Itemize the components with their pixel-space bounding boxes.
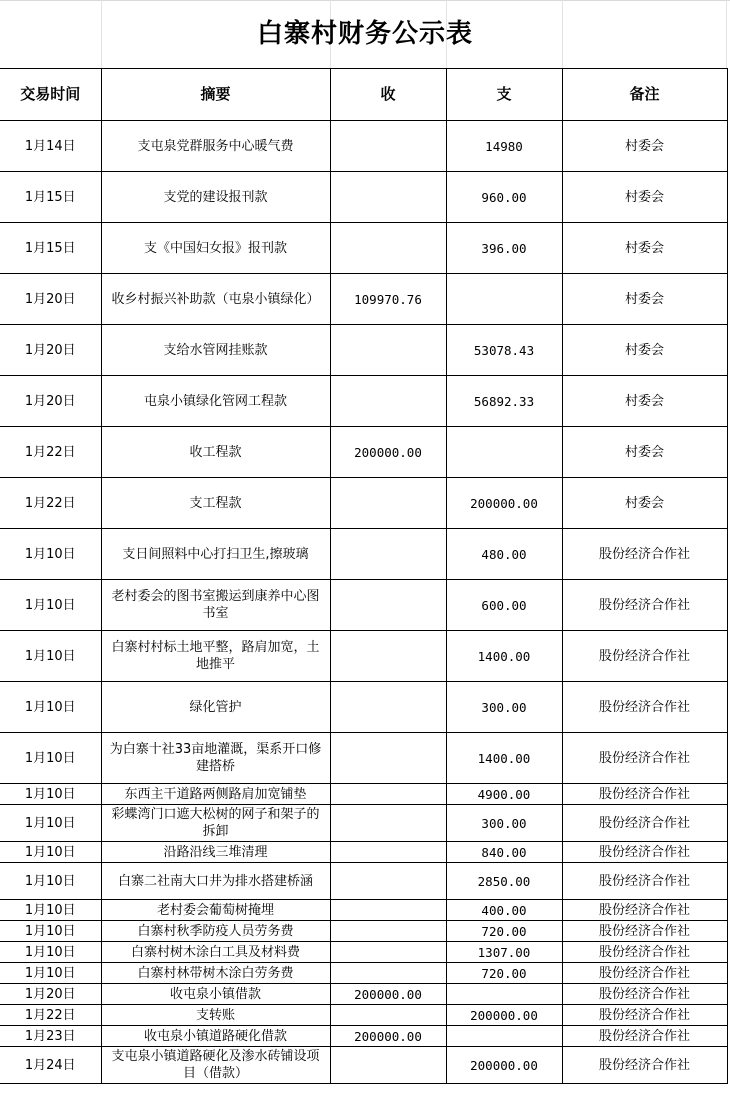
date-cell: 1月22日 xyxy=(0,478,101,529)
note-cell: 股份经济合作社 xyxy=(562,963,727,984)
date-cell: 1月22日 xyxy=(0,1005,101,1026)
note-cell: 股份经济合作社 xyxy=(562,733,727,784)
summary-cell: 白寨村树木涂白工具及材料费 xyxy=(101,942,330,963)
note-cell: 村委会 xyxy=(562,478,727,529)
date-cell: 1月10日 xyxy=(0,900,101,921)
income-cell xyxy=(330,478,446,529)
note-cell: 股份经济合作社 xyxy=(562,863,727,900)
summary-cell: 白寨二社南大口井为排水搭建桥涵 xyxy=(101,863,330,900)
note-cell: 村委会 xyxy=(562,172,727,223)
summary-cell: 支日间照料中心打扫卫生,擦玻璃 xyxy=(101,529,330,580)
income-cell xyxy=(330,805,446,842)
note-cell: 股份经济合作社 xyxy=(562,682,727,733)
table-row xyxy=(0,1005,727,1026)
expense-cell: 56892.33 xyxy=(446,376,562,427)
note-cell: 村委会 xyxy=(562,121,727,172)
date-cell: 1月14日 xyxy=(0,121,101,172)
date-cell: 1月23日 xyxy=(0,1026,101,1047)
note-cell: 股份经济合作社 xyxy=(562,984,727,1005)
income-cell: 200000.00 xyxy=(330,427,446,478)
expense-cell: 200000.00 xyxy=(446,478,562,529)
header-income: 收 xyxy=(330,69,446,121)
header-summary: 摘要 xyxy=(101,69,330,121)
table-row xyxy=(0,274,727,325)
date-cell: 1月22日 xyxy=(0,427,101,478)
summary-cell: 支给水管网挂账款 xyxy=(101,325,330,376)
table-row xyxy=(0,842,727,863)
expense-cell: 480.00 xyxy=(446,529,562,580)
note-cell: 股份经济合作社 xyxy=(562,1005,727,1026)
summary-cell: 支《中国妇女报》报刊款 xyxy=(101,223,330,274)
date-cell: 1月20日 xyxy=(0,274,101,325)
date-cell: 1月15日 xyxy=(0,223,101,274)
income-cell xyxy=(330,1047,446,1084)
table-row xyxy=(0,863,727,900)
expense-cell: 2850.00 xyxy=(446,863,562,900)
date-cell: 1月10日 xyxy=(0,963,101,984)
table-row xyxy=(0,921,727,942)
table-row xyxy=(0,1047,727,1084)
summary-cell: 收屯泉小镇借款 xyxy=(101,984,330,1005)
expense-cell: 396.00 xyxy=(446,223,562,274)
table-row xyxy=(0,580,727,631)
table-row xyxy=(0,963,727,984)
income-cell xyxy=(330,682,446,733)
date-cell: 1月10日 xyxy=(0,631,101,682)
expense-cell: 200000.00 xyxy=(446,1047,562,1084)
expense-cell: 4900.00 xyxy=(446,784,562,805)
income-cell xyxy=(330,942,446,963)
date-cell: 1月20日 xyxy=(0,325,101,376)
table-row xyxy=(0,900,727,921)
table-row xyxy=(0,478,727,529)
table-row xyxy=(0,942,727,963)
header-expense: 支 xyxy=(446,69,562,121)
table-body xyxy=(0,121,727,1084)
expense-cell: 600.00 xyxy=(446,580,562,631)
summary-cell: 彩蝶湾门口遮大松树的网子和架子的拆卸 xyxy=(101,805,330,842)
table-row xyxy=(0,376,727,427)
date-cell: 1月24日 xyxy=(0,1047,101,1084)
expense-cell: 200000.00 xyxy=(446,1005,562,1026)
table-row xyxy=(0,325,727,376)
date-cell: 1月10日 xyxy=(0,580,101,631)
note-cell: 股份经济合作社 xyxy=(562,1047,727,1084)
summary-cell: 支屯泉党群服务中心暖气费 xyxy=(101,121,330,172)
table-row xyxy=(0,223,727,274)
table-row xyxy=(0,631,727,682)
expense-cell: 720.00 xyxy=(446,963,562,984)
expense-cell: 14980 xyxy=(446,121,562,172)
table-row xyxy=(0,1026,727,1047)
note-cell: 村委会 xyxy=(562,325,727,376)
income-cell xyxy=(330,1005,446,1026)
income-cell xyxy=(330,376,446,427)
income-cell xyxy=(330,325,446,376)
expense-cell: 1307.00 xyxy=(446,942,562,963)
income-cell xyxy=(330,921,446,942)
note-cell: 村委会 xyxy=(562,274,727,325)
income-cell xyxy=(330,631,446,682)
header-note: 备注 xyxy=(562,69,727,121)
summary-cell: 白寨村秋季防疫人员劳务费 xyxy=(101,921,330,942)
income-cell xyxy=(330,900,446,921)
date-cell: 1月10日 xyxy=(0,863,101,900)
expense-cell xyxy=(446,274,562,325)
summary-cell: 老村委会葡萄树掩埋 xyxy=(101,900,330,921)
expense-cell: 960.00 xyxy=(446,172,562,223)
income-cell xyxy=(330,842,446,863)
expense-cell xyxy=(446,984,562,1005)
table-row xyxy=(0,784,727,805)
table-row xyxy=(0,427,727,478)
date-cell: 1月10日 xyxy=(0,921,101,942)
date-cell: 1月10日 xyxy=(0,682,101,733)
expense-cell xyxy=(446,427,562,478)
date-cell: 1月10日 xyxy=(0,784,101,805)
note-cell: 股份经济合作社 xyxy=(562,842,727,863)
income-cell xyxy=(330,529,446,580)
header-date: 交易时间 xyxy=(0,69,101,121)
date-cell: 1月10日 xyxy=(0,842,101,863)
expense-cell: 840.00 xyxy=(446,842,562,863)
date-cell: 1月20日 xyxy=(0,376,101,427)
income-cell xyxy=(330,863,446,900)
income-cell xyxy=(330,580,446,631)
expense-cell: 1400.00 xyxy=(446,733,562,784)
summary-cell: 支屯泉小镇道路硬化及渗水砖铺设项目（借款） xyxy=(101,1047,330,1084)
note-cell: 股份经济合作社 xyxy=(562,805,727,842)
summary-cell: 收屯泉小镇道路硬化借款 xyxy=(101,1026,330,1047)
note-cell: 股份经济合作社 xyxy=(562,631,727,682)
note-cell: 股份经济合作社 xyxy=(562,900,727,921)
income-cell xyxy=(330,963,446,984)
expense-cell: 53078.43 xyxy=(446,325,562,376)
date-cell: 1月10日 xyxy=(0,529,101,580)
summary-cell: 白寨村林带树木涂白劳务费 xyxy=(101,963,330,984)
summary-cell: 老村委会的图书室搬运到康养中心图书室 xyxy=(101,580,330,631)
expense-cell: 300.00 xyxy=(446,805,562,842)
summary-cell: 支工程款 xyxy=(101,478,330,529)
table-row xyxy=(0,172,727,223)
expense-cell: 400.00 xyxy=(446,900,562,921)
expense-cell: 300.00 xyxy=(446,682,562,733)
table-header-row xyxy=(0,69,727,121)
date-cell: 1月10日 xyxy=(0,733,101,784)
table-row xyxy=(0,733,727,784)
income-cell xyxy=(330,172,446,223)
table-row xyxy=(0,805,727,842)
note-cell: 村委会 xyxy=(562,427,727,478)
table-row xyxy=(0,529,727,580)
income-cell xyxy=(330,733,446,784)
income-cell: 200000.00 xyxy=(330,1026,446,1047)
income-cell xyxy=(330,121,446,172)
finance-table xyxy=(0,68,728,1084)
expense-cell: 720.00 xyxy=(446,921,562,942)
table-row xyxy=(0,682,727,733)
income-cell xyxy=(330,784,446,805)
note-cell: 村委会 xyxy=(562,223,727,274)
summary-cell: 支党的建设报刊款 xyxy=(101,172,330,223)
date-cell: 1月20日 xyxy=(0,984,101,1005)
summary-cell: 支转账 xyxy=(101,1005,330,1026)
date-cell: 1月15日 xyxy=(0,172,101,223)
table-row xyxy=(0,984,727,1005)
summary-cell: 绿化管护 xyxy=(101,682,330,733)
note-cell: 股份经济合作社 xyxy=(562,529,727,580)
note-cell: 股份经济合作社 xyxy=(562,784,727,805)
table-row xyxy=(0,121,727,172)
summary-cell: 屯泉小镇绿化管网工程款 xyxy=(101,376,330,427)
summary-cell: 白寨村村标土地平整，路肩加宽，土地推平 xyxy=(101,631,330,682)
summary-cell: 东西主干道路两侧路肩加宽铺垫 xyxy=(101,784,330,805)
note-cell: 村委会 xyxy=(562,376,727,427)
note-cell: 股份经济合作社 xyxy=(562,921,727,942)
summary-cell: 为白寨十社33亩地灌溉，渠系开口修建搭桥 xyxy=(101,733,330,784)
note-cell: 股份经济合作社 xyxy=(562,942,727,963)
note-cell: 股份经济合作社 xyxy=(562,1026,727,1047)
page-title: 白寨村财务公示表 xyxy=(256,19,473,49)
date-cell: 1月10日 xyxy=(0,942,101,963)
note-cell: 股份经济合作社 xyxy=(562,580,727,631)
summary-cell: 收乡村振兴补助款（屯泉小镇绿化） xyxy=(101,274,330,325)
income-cell xyxy=(330,223,446,274)
income-cell: 200000.00 xyxy=(330,984,446,1005)
income-cell: 109970.76 xyxy=(330,274,446,325)
summary-cell: 收工程款 xyxy=(101,427,330,478)
summary-cell: 沿路沿线三堆清理 xyxy=(101,842,330,863)
date-cell: 1月10日 xyxy=(0,805,101,842)
expense-cell xyxy=(446,1026,562,1047)
expense-cell: 1400.00 xyxy=(446,631,562,682)
